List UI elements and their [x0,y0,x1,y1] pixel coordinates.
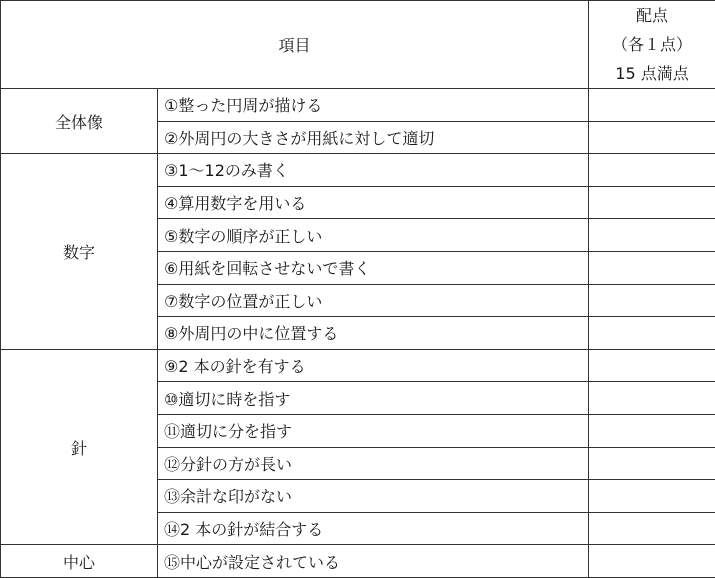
item-cell: ⑩適切に時を指す [158,382,589,415]
points-cell[interactable] [589,414,715,447]
points-header-each: （各１点） [589,30,715,59]
item-cell: ④算用数字を用いる [158,186,589,219]
category-hands: 針 [1,349,158,545]
category-center: 中心 [1,545,158,578]
item-cell: ⑮中心が設定されている [158,545,589,578]
table-row [1,349,715,382]
item-cell: ③1～12のみ書く [158,154,589,187]
table-row [1,545,715,578]
points-cell[interactable] [589,512,715,545]
points-header-label: 配点 [589,1,715,30]
points-header [589,1,715,89]
item-cell: ⑬余計な印がない [158,480,589,513]
item-cell: ②外周円の大きさが用紙に対して適切 [158,121,589,154]
points-cell[interactable] [589,154,715,187]
points-cell[interactable] [589,317,715,350]
points-cell[interactable] [589,382,715,415]
points-cell[interactable] [589,480,715,513]
points-cell[interactable] [589,219,715,252]
points-cell[interactable] [589,121,715,154]
category-overall: 全体像 [1,89,158,154]
points-cell[interactable] [589,284,715,317]
item-header: 項目 [1,1,589,89]
item-cell: ⑧外周円の中に位置する [158,317,589,350]
table-row [1,89,715,122]
item-cell: ⑦数字の位置が正しい [158,284,589,317]
points-cell[interactable] [589,447,715,480]
item-cell: ⑥用紙を回転させないで書く [158,251,589,284]
header-row [1,1,715,89]
item-cell: ⑨2 本の針を有する [158,349,589,382]
points-cell[interactable] [589,89,715,122]
item-cell: ⑭2 本の針が結合する [158,512,589,545]
item-cell: ⑤数字の順序が正しい [158,219,589,252]
points-cell[interactable] [589,349,715,382]
points-cell[interactable] [589,186,715,219]
item-cell: ①整った円周が描ける [158,89,589,122]
table-row [1,154,715,187]
category-numbers: 数字 [1,154,158,350]
points-cell[interactable] [589,545,715,578]
points-header-total: 15 点満点 [589,59,715,88]
item-cell: ⑫分針の方が長い [158,447,589,480]
item-cell: ⑪適切に分を指す [158,414,589,447]
points-cell[interactable] [589,251,715,284]
